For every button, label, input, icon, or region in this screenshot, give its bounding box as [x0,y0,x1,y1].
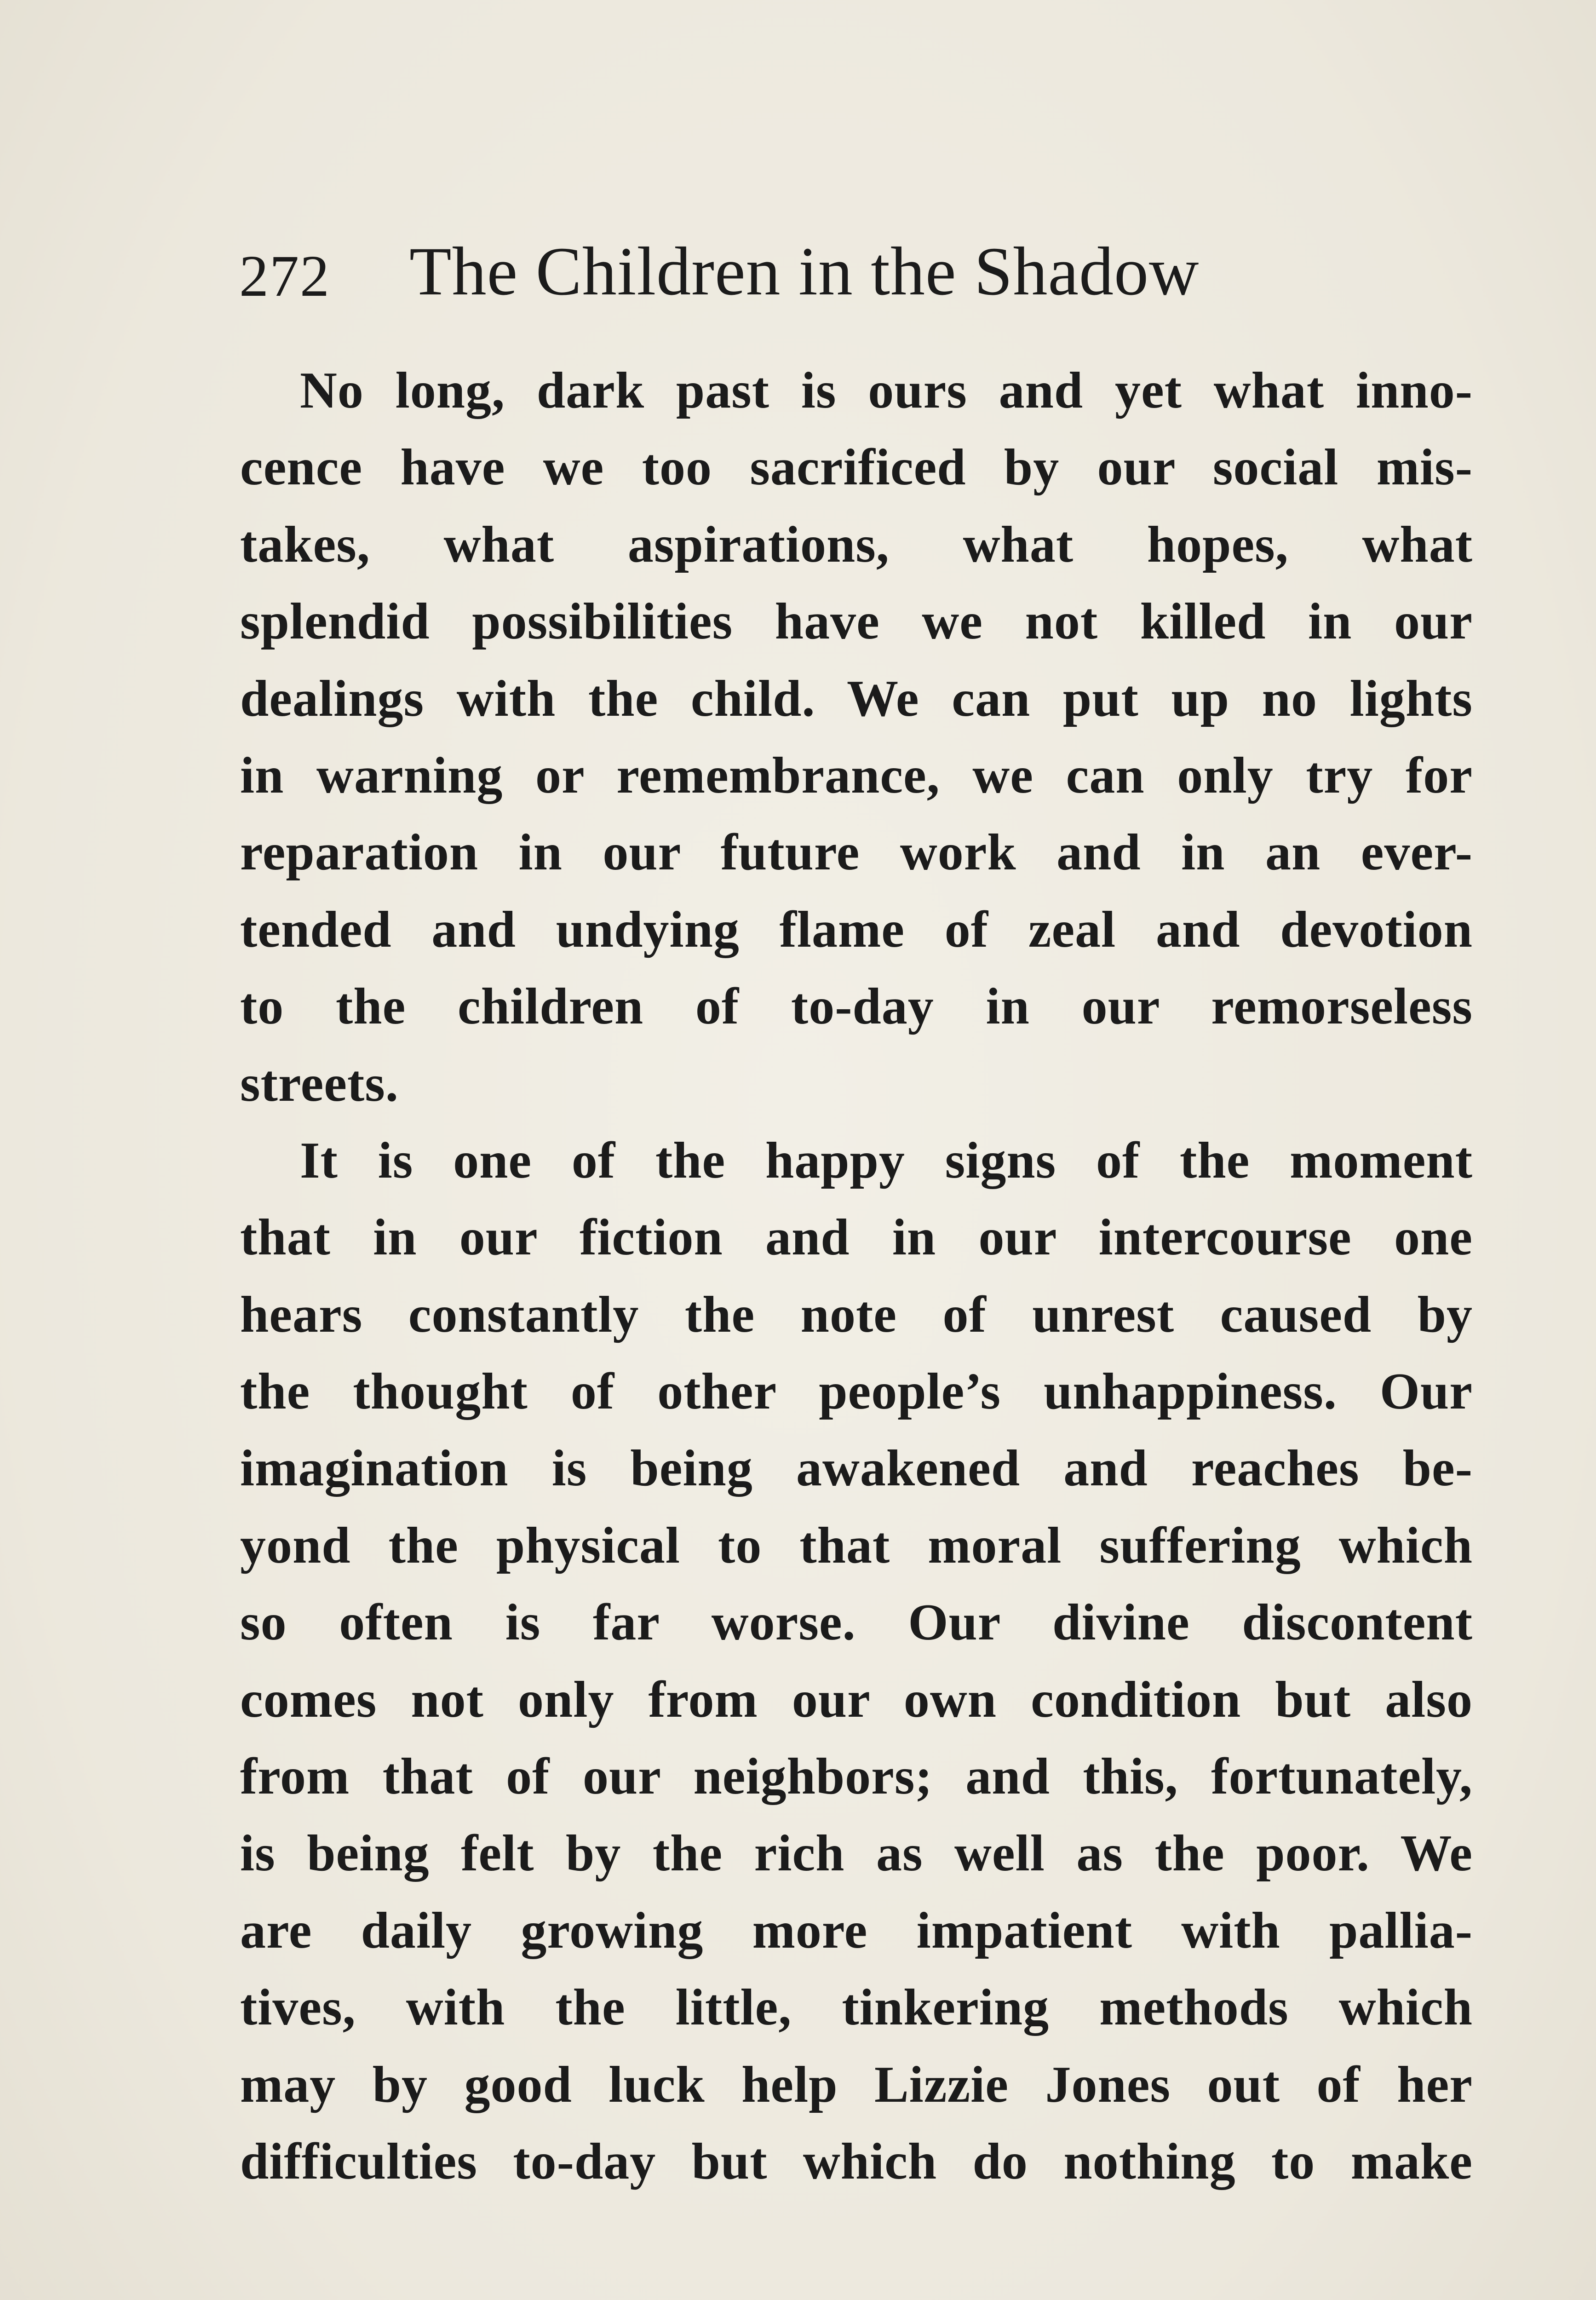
text-line: cence have we too sacrificed by our social mis- [240,439,1473,496]
text-line: hears constantly the note of unrest caused by [240,1286,1473,1343]
text-line: streets. [240,1055,399,1112]
text-line: takes, what aspirations, what hopes, what [240,516,1473,573]
running-title: The Children in the Shadow [409,233,1200,310]
text-line: yond the physical to that moral suffering which [240,1517,1473,1574]
text-line: is being felt by the rich as well as the poor. We [240,1825,1473,1882]
text-line: tended and undying flame of zeal and devotion [240,901,1473,958]
text-line: the thought of other people’s unhappiness. Our [240,1363,1473,1420]
page-number: 272 [239,243,330,309]
text-line: tives, with the little, tinkering methods which [240,1979,1473,2036]
text-line: comes not only from our own condition but also [240,1671,1473,1728]
text-line: dealings with the child. We can put up no lights [240,670,1473,727]
text-line: to the children of to-day in our remorseless [240,978,1473,1035]
text-line: splendid possibilities have we not killed in our [240,593,1473,650]
text-line: so often is far worse. Our divine discontent [240,1594,1473,1651]
text-line: It is one of the happy signs of the moment [300,1132,1473,1189]
text-line: in warning or remembrance, we can only try for [240,747,1473,804]
body-text [240,352,1473,2200]
text-line: are daily growing more impatient with pallia- [240,1902,1473,1959]
text-line: from that of our neighbors; and this, fortunately, [240,1748,1473,1806]
text-line: may by good luck help Lizzie Jones out of her [240,2056,1473,2113]
text-line: No long, dark past is ours and yet what inno- [300,362,1473,419]
text-line: reparation in our future work and in an ever- [240,824,1473,881]
text-line: that in our fiction and in our intercourse one [240,1209,1473,1266]
text-line: imagination is being awakened and reaches be- [240,1440,1473,1497]
text-line: difficulties to-day but which do nothing to make [240,2133,1473,2190]
